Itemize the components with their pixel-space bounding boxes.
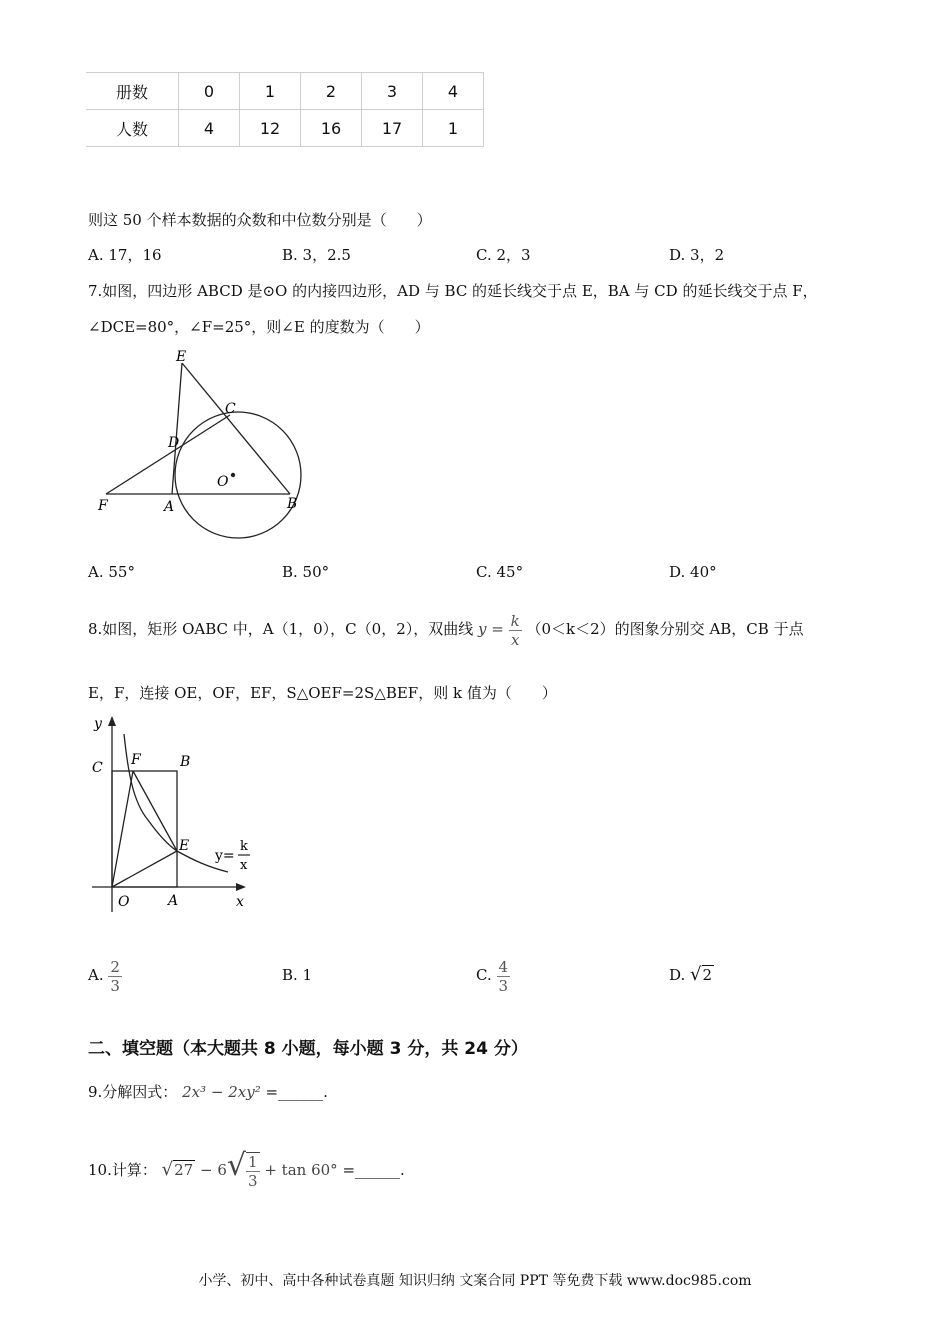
q10-fraction bbox=[246, 1152, 260, 1190]
q9-expression: 2x³ − 2xy² bbox=[182, 1083, 261, 1101]
label-f: F bbox=[98, 498, 108, 514]
q6-option-a: A. 17，16 bbox=[88, 246, 162, 264]
q10-minus: − 6 bbox=[200, 1161, 227, 1179]
line-ea bbox=[172, 363, 182, 494]
label-e: E bbox=[176, 350, 187, 365]
x-axis-arrow bbox=[236, 883, 246, 891]
table-cell: 册数 bbox=[86, 73, 179, 110]
label-x: x bbox=[236, 894, 244, 910]
q7-line1: 7.如图，四边形 ABCD 是⊙O 的内接四边形，AD 与 BC 的延长线交于点 E，BA 与 CD 的延长线交于点 F， bbox=[88, 282, 818, 300]
segment-oe bbox=[112, 851, 177, 887]
sqrt-sign-icon: √ bbox=[690, 964, 702, 985]
label-y: y bbox=[94, 716, 102, 732]
q6-option-b: B. 3，2.5 bbox=[282, 246, 351, 264]
q10-blank: =______. bbox=[342, 1161, 405, 1179]
line-fc bbox=[106, 415, 230, 494]
table-cell: 12 bbox=[240, 110, 301, 147]
q8-line1-text-a: 8.如图，矩形 OABC 中，A（1，0），C（0，2），双曲线 bbox=[88, 620, 474, 638]
table-cell: 4 bbox=[423, 73, 484, 110]
q6-option-c: C. 2，3 bbox=[476, 246, 531, 264]
q8-option-a bbox=[88, 950, 122, 1000]
q10-frac-num: 1 bbox=[248, 1153, 258, 1171]
q7-option-b: B. 50° bbox=[282, 563, 330, 581]
q9-label: 9.分解因式： bbox=[88, 1083, 178, 1101]
label-d: D bbox=[168, 435, 180, 451]
q8-rectangle-figure bbox=[88, 712, 268, 922]
label-c: C bbox=[225, 401, 236, 417]
table-row bbox=[86, 110, 484, 147]
q8-line1 bbox=[88, 597, 804, 661]
label-f: F bbox=[131, 752, 141, 768]
q7-option-c: C. 45° bbox=[476, 563, 524, 581]
q8-option-a-num: 2 bbox=[110, 957, 120, 976]
label-a: A bbox=[168, 893, 179, 909]
label-c: C bbox=[92, 760, 103, 776]
label-a: A bbox=[164, 499, 175, 515]
q8-option-d-prefix: D. bbox=[669, 966, 686, 984]
q8-option-d bbox=[669, 965, 714, 985]
sqrt-sign-icon: √ bbox=[226, 1148, 247, 1183]
q8-option-c-prefix: C. bbox=[476, 966, 492, 984]
q8-option-c-num: 4 bbox=[498, 957, 509, 976]
label-b: B bbox=[180, 754, 191, 770]
q7-option-a: A. 55° bbox=[88, 563, 135, 581]
q8-curve-den: x bbox=[510, 630, 520, 649]
section-title: 二、填空题（本大题共 8 小题，每小题 3 分，共 24 分） bbox=[88, 1039, 528, 1059]
q9-line bbox=[88, 1076, 328, 1108]
q8-option-b: B. 1 bbox=[282, 966, 313, 984]
q7-circle-figure bbox=[92, 350, 312, 540]
q8-line2: E，F，连接 OE，OF，EF，S△OEF=2S△BEF，则 k 值为（ ） bbox=[88, 684, 557, 702]
curve-label-den: x bbox=[240, 858, 248, 873]
line-eb bbox=[182, 363, 290, 494]
q8-option-c bbox=[476, 950, 510, 1000]
q8-option-d-radicand: 2 bbox=[702, 966, 713, 984]
q6-option-d: D. 3，2 bbox=[669, 246, 725, 264]
table-cell: 0 bbox=[179, 73, 240, 110]
table-cell: 1 bbox=[423, 110, 484, 147]
table-row bbox=[86, 73, 484, 110]
q10-expression bbox=[161, 1148, 343, 1190]
table-cell: 人数 bbox=[86, 110, 179, 147]
q10-frac-den: 3 bbox=[248, 1172, 258, 1190]
table-cell: 3 bbox=[362, 73, 423, 110]
segment-ef bbox=[133, 771, 177, 851]
table-cell: 17 bbox=[362, 110, 423, 147]
label-o: O bbox=[217, 474, 229, 490]
label-b: B bbox=[287, 496, 298, 512]
table-cell: 4 bbox=[179, 110, 240, 147]
q8-curve-lhs: y = bbox=[478, 620, 504, 638]
q9-blank: =______. bbox=[265, 1083, 328, 1101]
q8-curve-fraction bbox=[509, 612, 522, 649]
q10-label: 10.计算： bbox=[88, 1161, 157, 1179]
q8-option-a-prefix: A. bbox=[88, 966, 104, 984]
curve-label-num: k bbox=[240, 839, 248, 854]
q10-sqrt1: 27 bbox=[174, 1161, 194, 1179]
center-point bbox=[231, 473, 235, 477]
curve-label-lhs: y= bbox=[215, 848, 235, 864]
page-footer: 小学、初中、高中各种试卷真题 知识归纳 文案合同 PPT 等免费下载 www.doc985.com bbox=[198, 1273, 752, 1289]
q7-option-d: D. 40° bbox=[669, 563, 717, 581]
q10-line bbox=[88, 1138, 405, 1194]
q6-stem: 则这 50 个样本数据的众数和中位数分别是（ ） bbox=[88, 211, 432, 229]
segment-of bbox=[112, 771, 133, 887]
y-axis-arrow bbox=[108, 716, 116, 726]
q8-option-c-fraction bbox=[497, 958, 511, 995]
q10-tail: + tan 60° bbox=[264, 1161, 338, 1179]
q8-line1-text-b: （0＜k＜2）的图象分别交 AB，CB 于点 bbox=[526, 620, 804, 638]
label-e: E bbox=[179, 838, 190, 854]
label-o: O bbox=[118, 894, 130, 910]
q8-curve-num: k bbox=[510, 611, 520, 630]
q8-option-a-den: 3 bbox=[110, 976, 120, 995]
sqrt-sign-icon: √ bbox=[161, 1159, 174, 1180]
table-cell: 1 bbox=[240, 73, 301, 110]
q8-option-c-den: 3 bbox=[498, 976, 509, 995]
q8-option-a-fraction bbox=[108, 958, 122, 995]
q7-line2: ∠DCE=80°，∠F=25°，则∠E 的度数为（ ） bbox=[88, 318, 430, 336]
table-cell: 2 bbox=[301, 73, 362, 110]
frequency-table bbox=[86, 72, 484, 147]
table-cell: 16 bbox=[301, 110, 362, 147]
